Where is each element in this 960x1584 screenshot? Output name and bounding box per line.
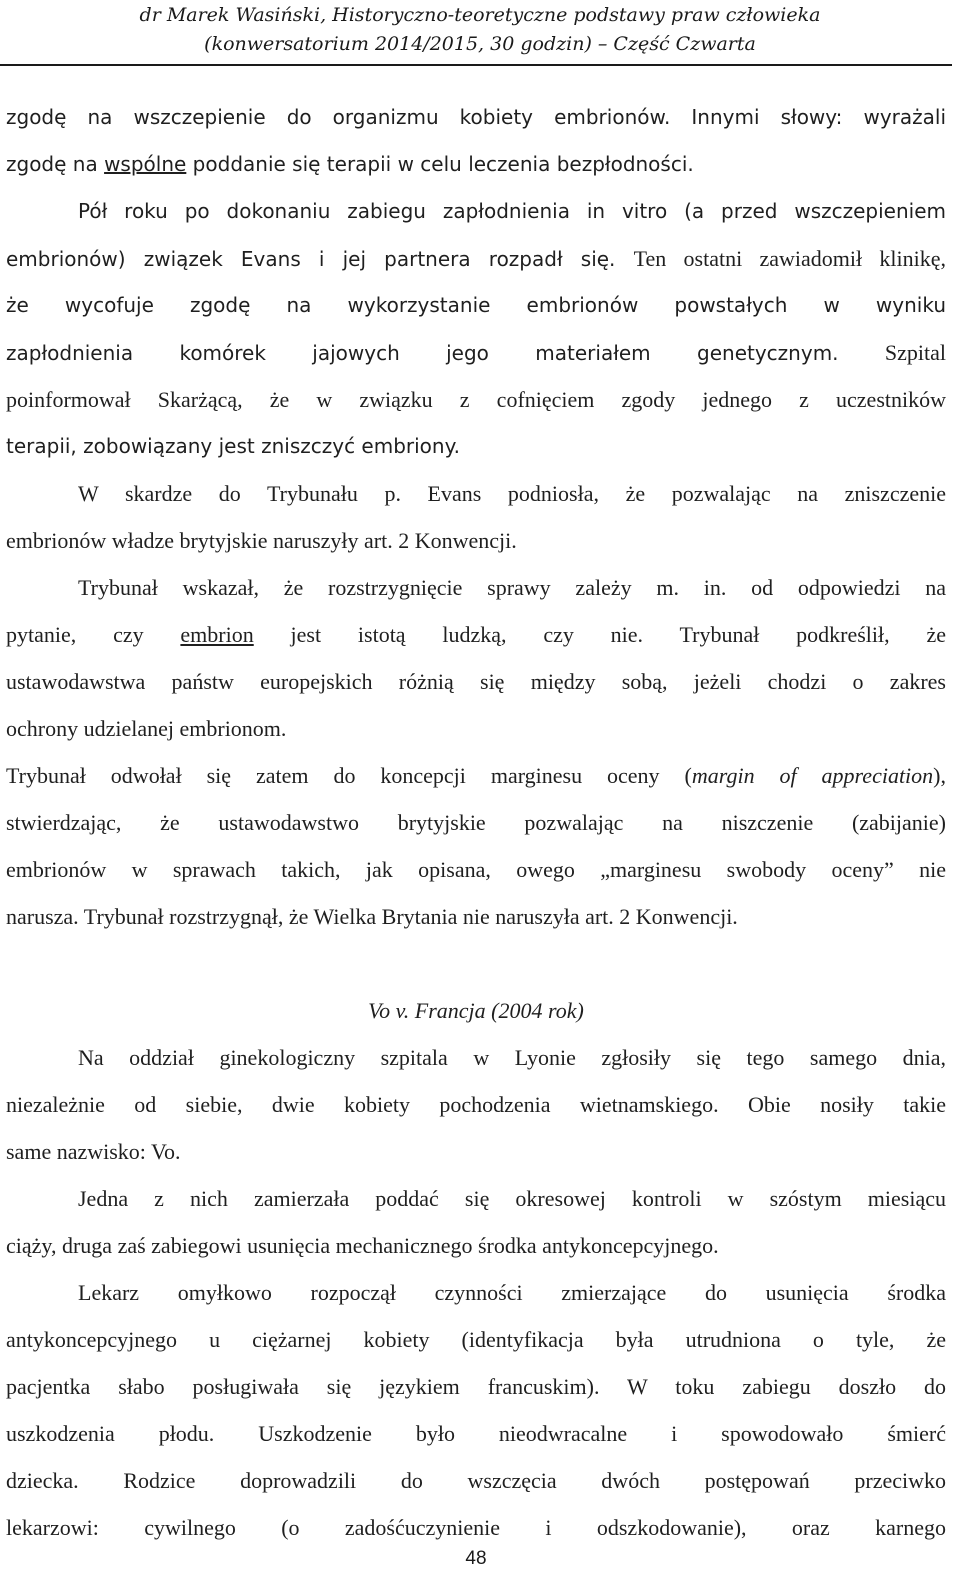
text-line: narusza. Trybunał rozstrzygnął, że Wielka Brytania nie naruszyła art. 2 Konwencji. xyxy=(6,904,738,929)
text-line: uszkodzenia płodu. Uszkodzenie było nieodwracalne i spowodowało śmierć xyxy=(6,1421,946,1446)
text-line: terapii, zobowiązany jest zniszczyć embriony. xyxy=(6,434,460,458)
text-line xyxy=(6,752,946,799)
italic-term: margin of appreciation xyxy=(691,763,934,788)
text-span: zgodę na xyxy=(6,152,105,176)
text-line: że wycofuje zgodę na wykorzystanie embrionów powstałych w wyniku xyxy=(6,293,946,317)
text-span: jest istotą ludzką, czy nie. Trybunał podkreślił, że xyxy=(253,622,946,647)
text-line: embrionów władze brytyjskie naruszyły art. 2 Konwencji. xyxy=(6,528,517,553)
document-body xyxy=(6,94,946,1551)
text-line: stwierdzając, że ustawodawstwo brytyjskie pozwalając na niszczenie (zabijanie) xyxy=(6,810,946,835)
underlined-word: wspólne xyxy=(104,152,187,176)
text-line xyxy=(6,235,946,282)
text-line xyxy=(6,141,946,188)
spacer xyxy=(6,940,946,987)
text-line: niezależnie od siebie, dwie kobiety pochodzenia wietnamskiego. Obie nosiły takie xyxy=(6,1092,946,1117)
text-span: embrionów) związek Evans i jej partnera rozpadł się. xyxy=(6,247,634,271)
text-line: poinformował Skarżącą, że w związku z cofnięciem zgody jednego z uczestników xyxy=(6,387,946,412)
text-span: pytanie, czy xyxy=(6,622,181,647)
text-line: W skardze do Trybunału p. Evans podniosła, że pozwalając na zniszczenie xyxy=(78,481,946,506)
text-line: Na oddział ginekologiczny szpitala w Lyonie zgłosiły się tego samego dnia, xyxy=(78,1045,946,1070)
text-line: dziecka. Rodzice doprowadzili do wszczęcia dwóch postępowań przeciwko xyxy=(6,1468,946,1493)
header-subtitle-line: (konwersatorium 2014/2015, 30 godzin) – Część Czwarta xyxy=(204,33,756,55)
text-span: ), xyxy=(933,763,946,788)
text-line: ustawodawstwa państw europejskich różnią się między sobą, jeżeli chodzi o zakres xyxy=(6,669,946,694)
text-line xyxy=(6,329,946,376)
text-span: Szpital xyxy=(884,340,946,365)
header-title-line: dr Marek Wasiński, Historyczno-teoretyczne podstawy praw człowieka xyxy=(139,4,821,26)
text-span: Ten ostatni zawiadomił klinikę, xyxy=(633,246,946,271)
text-line: ciąży, druga zaś zabiegowi usunięcia mechanicznego środka antykoncepcyjnego. xyxy=(6,1233,719,1258)
text-line: pacjentka słabo posługiwała się językiem francuskim). W toku zabiegu doszło do xyxy=(6,1374,946,1399)
text-span: zapłodnienia komórek jajowych jego materiałem genetycznym. xyxy=(6,341,885,365)
text-line: Pół roku po dokonaniu zabiegu zapłodnienia in vitro (a przed wszczepieniem xyxy=(78,199,946,223)
text-span: poddanie się terapii w celu leczenia bezpłodności. xyxy=(186,152,694,176)
page-number: 48 xyxy=(465,1548,487,1569)
text-line: embrionów w sprawach takich, jak opisana, owego „marginesu swobody oceny” nie xyxy=(6,857,946,882)
text-line: antykoncepcyjnego u ciężarnej kobiety (identyfikacja była utrudniona o tyle, że xyxy=(6,1327,946,1352)
text-span: Trybunał odwołał się zatem do koncepcji marginesu oceny ( xyxy=(6,763,692,788)
text-line: same nazwisko: Vo. xyxy=(6,1139,181,1164)
text-line: ochrony udzielanej embrionom. xyxy=(6,716,287,741)
text-line: lekarzowi: cywilnego (o zadośćuczynienie i odszkodowanie), oraz karnego xyxy=(6,1515,946,1540)
text-line xyxy=(6,611,946,658)
text-line: Jedna z nich zamierzała poddać się okresowej kontroli w szóstym miesiącu xyxy=(78,1186,946,1211)
text-line: Trybunał wskazał, że rozstrzygnięcie sprawy zależy m. in. od odpowiedzi na xyxy=(78,575,946,600)
underlined-word: embrion xyxy=(180,622,254,647)
section-heading: Vo v. Francja (2004 rok) xyxy=(368,998,584,1023)
text-line: zgodę na wszczepienie do organizmu kobiety embrionów. Innymi słowy: wyrażali xyxy=(6,105,946,129)
header-divider xyxy=(0,64,952,66)
text-line: Lekarz omyłkowo rozpoczął czynności zmierzające do usunięcia środka xyxy=(78,1280,946,1305)
